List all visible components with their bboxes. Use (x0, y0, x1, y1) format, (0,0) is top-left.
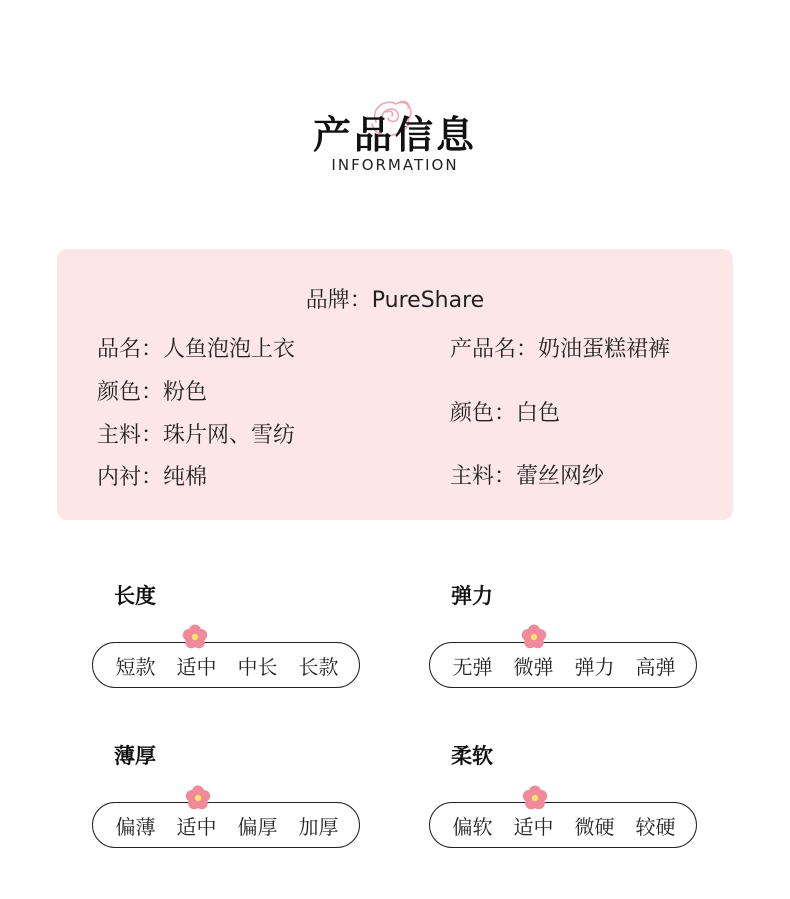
flower-marker-icon (519, 622, 549, 652)
left-info-item: 主料：珠片网、雪纺 (97, 423, 296, 448)
page-subtitle: INFORMATION (331, 156, 459, 174)
length-title: 长度 (114, 584, 156, 608)
scale-option: 偏薄 (115, 814, 156, 839)
scale-option: 短款 (115, 654, 156, 679)
scale-option: 较硬 (635, 814, 676, 839)
flower-marker-icon (520, 783, 550, 813)
elasticity-title: 弹力 (451, 584, 493, 608)
elasticity-scale (429, 642, 697, 688)
scale-option: 中长 (237, 654, 278, 679)
scale-option: 加厚 (298, 814, 339, 839)
softness-scale (429, 802, 697, 848)
scale-option: 无弹 (452, 654, 493, 679)
right-info-item: 颜色：白色 (450, 401, 561, 426)
scale-option: 弹力 (574, 654, 615, 679)
right-info-item: 主料：蕾丝网纱 (450, 464, 605, 489)
scale-option: 长款 (298, 654, 339, 679)
scale-option: 适中 (513, 814, 554, 839)
scale-option: 高弹 (635, 654, 676, 679)
scale-option: 微硬 (574, 814, 615, 839)
scale-option: 适中 (176, 814, 217, 839)
left-info-item: 颜色：粉色 (97, 380, 208, 405)
flower-marker-icon (183, 783, 213, 813)
left-info-item: 品名：人鱼泡泡上衣 (97, 337, 296, 362)
scale-option: 微弹 (513, 654, 554, 679)
thickness-title: 薄厚 (114, 744, 156, 768)
brand-text: 品牌：PureShare (305, 288, 485, 313)
flower-marker-icon (180, 622, 210, 652)
scale-option: 偏软 (452, 814, 493, 839)
right-info-item: 产品名：奶油蛋糕裙裤 (450, 337, 671, 362)
length-scale (92, 642, 360, 688)
left-info-item: 内衬：纯棉 (97, 465, 208, 490)
scale-option: 适中 (176, 654, 217, 679)
page-header (0, 90, 790, 190)
product-info-card (57, 249, 733, 520)
page-title: 产品信息 (312, 113, 477, 157)
scale-option: 偏厚 (237, 814, 278, 839)
thickness-scale (92, 802, 360, 848)
softness-title: 柔软 (451, 744, 493, 768)
